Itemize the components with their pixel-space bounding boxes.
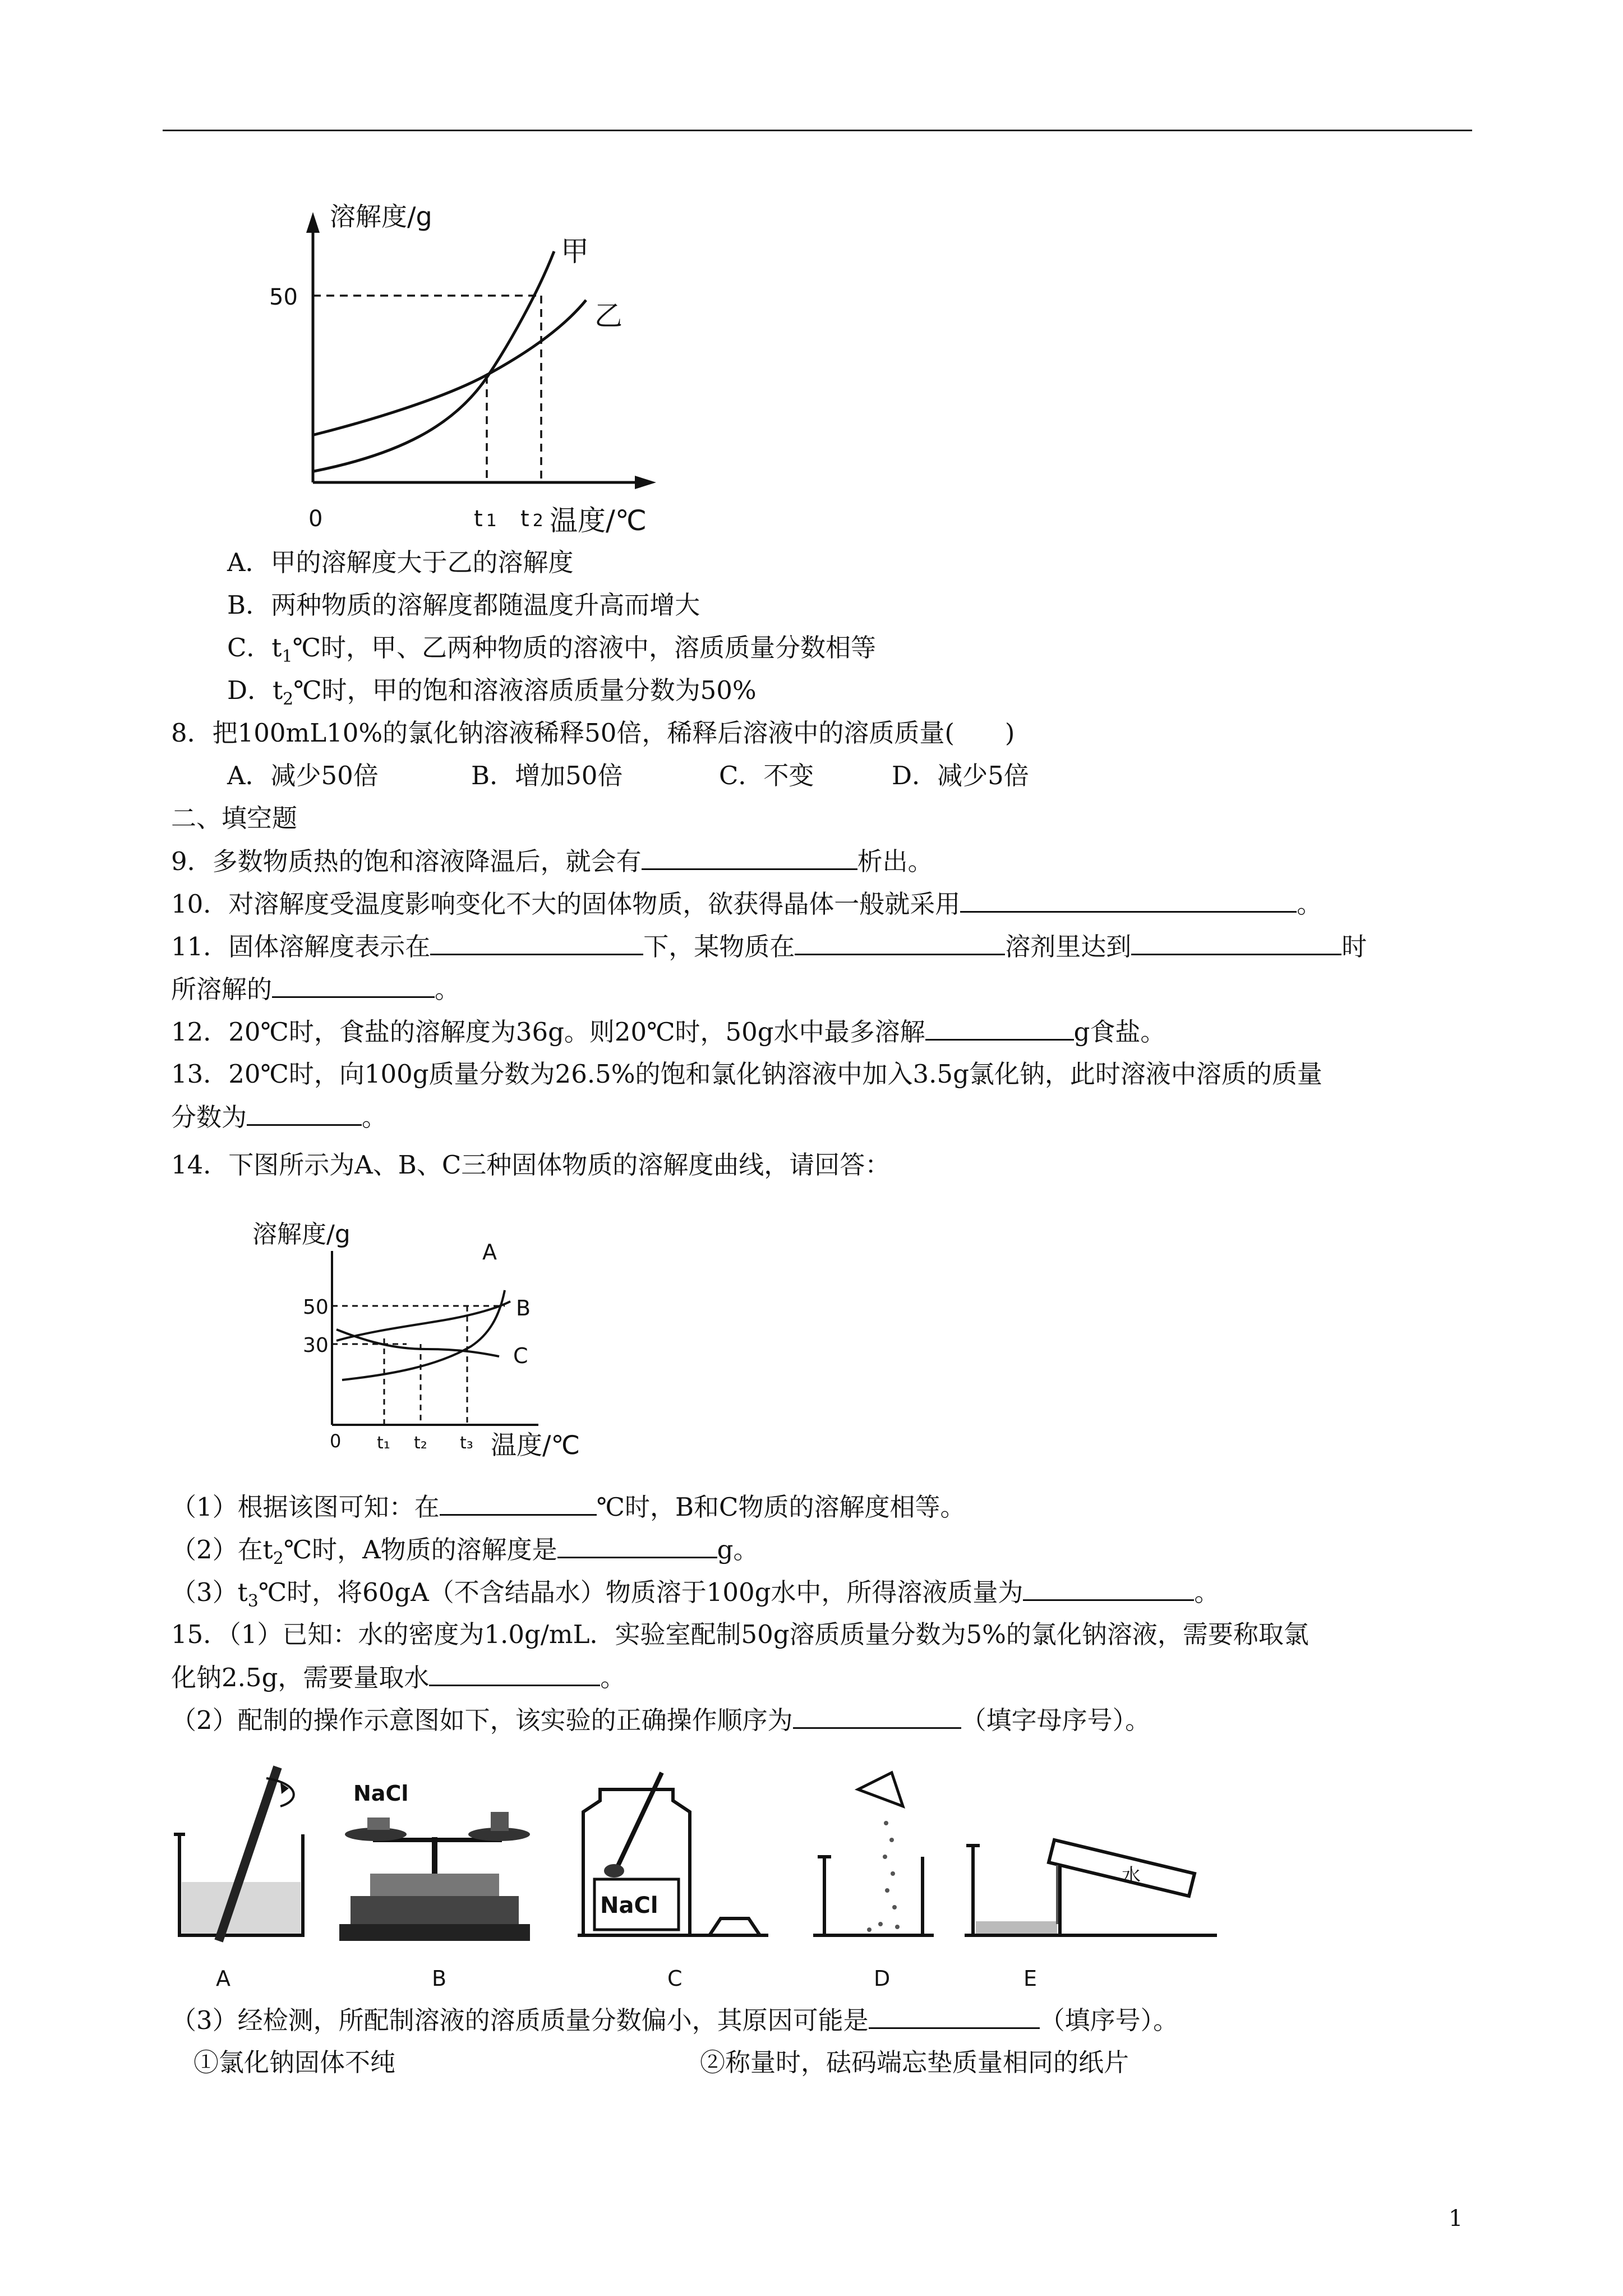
answer-blank[interactable]: [440, 1489, 597, 1516]
series-label-c: C: [513, 1343, 528, 1368]
q8-stem: 8．把100mL10%的氯化钠溶液稀释50倍，稀释后溶液中的溶质质量( ): [171, 718, 1015, 748]
answer-blank[interactable]: [793, 1703, 961, 1729]
q13-line2: 分数为 。: [171, 1099, 387, 1135]
step-label-c: C: [667, 1966, 683, 1991]
q8-option-a: A．减少50倍: [227, 761, 379, 790]
series-label-jia: 甲: [561, 235, 589, 268]
q15-option-1: ①氯化钠固体不纯: [193, 2047, 396, 2077]
q12: 12．20℃时，食盐的溶解度为36g。则20℃时，50g水中最多溶解 g食盐。: [171, 1014, 1165, 1050]
solubility-chart-1: [258, 191, 662, 544]
series-label-b: B: [516, 1296, 531, 1320]
step-d-adding-solid: [813, 1773, 934, 1935]
section-heading: 二、填空题: [171, 803, 298, 833]
fig1-y50: 50: [269, 284, 298, 310]
q9: 9．多数物质热的饱和溶液降温后，就会有 析出。: [171, 844, 933, 879]
fig2-y50: 50: [303, 1296, 329, 1319]
header-rule: [163, 130, 1472, 131]
step-b-weighing: [339, 1781, 530, 1941]
solubility-chart-2: [247, 1212, 617, 1464]
fig1-xlabel: 温度/℃: [550, 504, 647, 537]
step-c-taking-solid: [578, 1773, 768, 1935]
q15-sub2: （2）配制的操作示意图如下，该实验的正确操作顺序为 （填字母序号）。: [171, 1703, 1150, 1738]
answer-blank[interactable]: [869, 2003, 1040, 2029]
q7-option-d: D．$t_2℃$时，甲的饱和溶液溶质质量分数为50%: [227, 675, 757, 709]
step-label-a: A: [216, 1966, 230, 1991]
fig2-ylabel: 溶解度/g: [252, 1220, 351, 1249]
svg-text:NaCl: NaCl: [353, 1781, 409, 1806]
q11-line1: 11．固体溶解度表示在 下，某物质在 溶剂里达到 时: [171, 929, 1367, 964]
answer-blank[interactable]: [557, 1532, 717, 1558]
answer-blank[interactable]: [1131, 929, 1341, 955]
q14-sub1: （1）根据该图可知：在 ℃时，B和C物质的溶解度相等。: [171, 1489, 965, 1525]
curve-jia: [314, 251, 554, 471]
fig2-y30: 30: [303, 1334, 329, 1357]
q14-sub3: $(3)t_3℃$时，将60gA（不含结晶水）物质溶于100g水中，所得溶液质量为 。: [171, 1575, 1219, 1619]
q7-option-b: B．两种物质的溶解度都随温度升高而增大: [227, 590, 700, 620]
fig2-origin: 0: [330, 1430, 342, 1452]
fig1-origin: 0: [308, 506, 323, 532]
q8-option-c: C．不变: [719, 761, 814, 790]
q11-line2: 所溶解的 。: [171, 972, 460, 1007]
q15-sub1-line1: 15．（1）已知：水的密度为1.0g/mL．实验室配制50g溶质质量分数为5%的氯化钠溶液，需要称取氯: [171, 1619, 1309, 1649]
answer-blank[interactable]: [247, 1099, 362, 1126]
answer-blank[interactable]: [429, 1660, 600, 1686]
series-label-yi: 乙: [594, 300, 623, 332]
curve-a: [342, 1290, 505, 1380]
step-label-b: B: [432, 1966, 447, 1991]
fig1-t2: t 2: [520, 506, 543, 532]
step-a-stirring: [174, 1767, 303, 1941]
q7-option-a: A．甲的溶解度大于乙的溶解度: [227, 547, 574, 577]
step-e-adding-water: [965, 1840, 1217, 1935]
q14-sub2: （2）在$t_2℃$时，A物质的溶解度是 g。: [171, 1532, 758, 1576]
fig2-t2: t₂: [414, 1433, 427, 1453]
fig2-t3: t₃: [460, 1433, 473, 1453]
q15-sub3: （3）经检测，所配制溶液的溶质质量分数偏小，其原因可能是 （填序号）。: [171, 2003, 1178, 2038]
page-number: 1: [1449, 2206, 1463, 2231]
q15-sub1-line2: 化钠2.5g，需要量取水 。: [171, 1660, 625, 1695]
svg-text:NaCl: NaCl: [600, 1893, 658, 1918]
answer-blank[interactable]: [1023, 1575, 1194, 1601]
series-label-a: A: [482, 1240, 497, 1264]
answer-blank[interactable]: [642, 844, 857, 870]
q13-line1: 13．20℃时，向100g质量分数为26.5%的饱和氯化钠溶液中加入3.5g氯化钠，此时溶液中溶质的质量: [171, 1059, 1322, 1089]
fig1-ylabel: 溶解度/g: [330, 201, 432, 232]
fig2-xlabel: 温度/℃: [491, 1430, 580, 1460]
answer-blank[interactable]: [960, 886, 1297, 913]
step-label-d: D: [874, 1966, 891, 1991]
q8-option-d: D．减少5倍: [892, 761, 1029, 790]
q10: 10．对溶解度受温度影响变化不大的固体物质，欲获得晶体一般就采用 。: [171, 886, 1322, 922]
lab-procedure-figure: [168, 1756, 1223, 1991]
step-label-e: E: [1023, 1966, 1038, 1991]
answer-blank[interactable]: [925, 1014, 1074, 1041]
answer-blank[interactable]: [795, 929, 1005, 955]
fig2-t1: t₁: [377, 1433, 390, 1453]
svg-text:水: 水: [1122, 1865, 1141, 1887]
q8-option-b: B．增加50倍: [471, 761, 623, 790]
q14-stem: 14．下图所示为A、B、C三种固体物质的溶解度曲线，请回答：: [171, 1150, 891, 1180]
answer-blank[interactable]: [272, 972, 435, 998]
q7-option-c: C．$t_1℃$时，甲、乙两种物质的溶液中，溶质质量分数相等: [227, 633, 876, 666]
fig1-t1: t 1: [474, 506, 497, 532]
answer-blank[interactable]: [430, 929, 643, 955]
curve-yi: [314, 300, 586, 435]
q15-option-2: ②称量时，砝码端忘垫质量相同的纸片: [700, 2047, 1129, 2077]
